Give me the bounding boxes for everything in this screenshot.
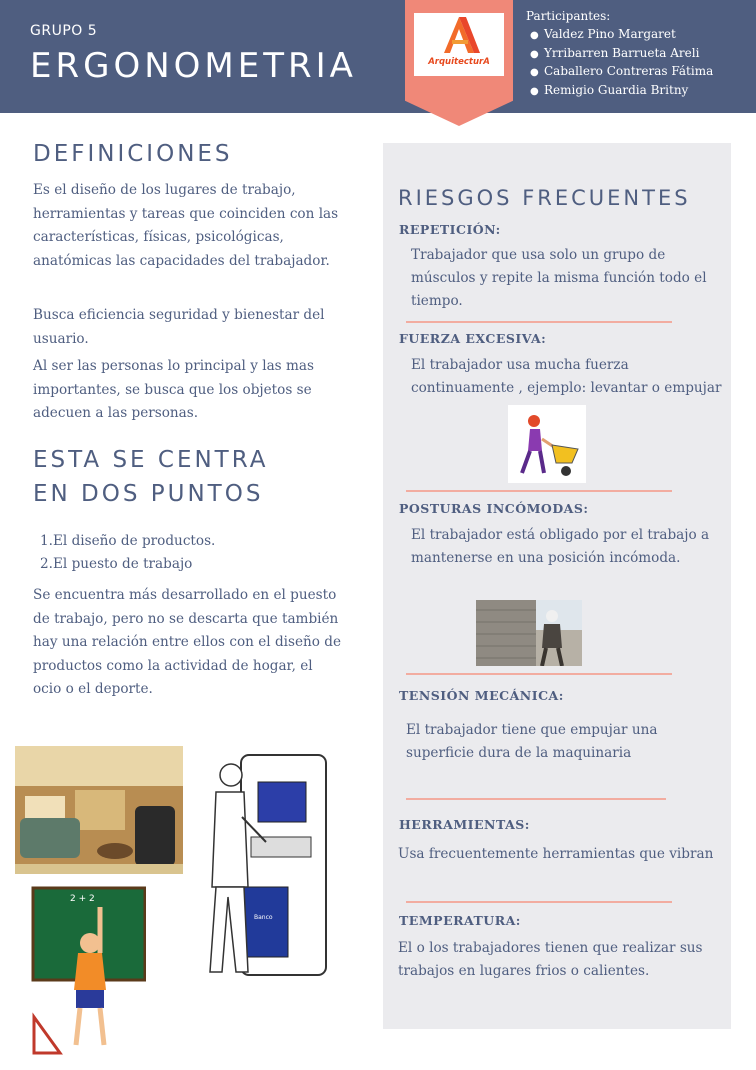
definitions-heading: DEFINICIONES — [33, 141, 233, 167]
divider — [406, 321, 672, 323]
atm-illustration — [196, 747, 346, 985]
risk-title-herramientas: HERRAMIENTAS: — [399, 817, 530, 832]
participant-item: ● Remigio Guardia Britny — [530, 82, 689, 97]
participant-item: ● Caballero Contreras Fátima — [530, 64, 714, 78]
risks-heading: RIESGOS FRECUENTES — [398, 186, 691, 210]
svg-text:Banco: Banco — [254, 914, 273, 921]
risk-text-temperatura: El o los trabajadores tienen que realizar sus trabajos en lugares frios o calientes. — [398, 940, 703, 979]
divider — [406, 490, 672, 492]
risk-title-temperatura: TEMPERATURA: — [399, 913, 521, 928]
risk-title-fuerza: FUERZA EXCESIVA: — [399, 331, 547, 346]
risk-text-repeticion: Trabajador que usa solo un grupo de músculos y repite la misma función todo el tiempo. — [411, 247, 707, 309]
participants-list — [530, 25, 713, 99]
participant-item: ● Yrribarren Barrueta Areli — [530, 45, 700, 60]
list-item: 1.El diseño de productos. — [40, 533, 216, 549]
divider — [406, 798, 666, 800]
focus-paragraph: Se encuentra más desarrollado en el puesto de trabajo, pero no se descarta que también hay una relación entre ellos con el diseño de productos como la actividad de hogar, el ocio o el deporte. — [33, 587, 342, 698]
group-label: GRUPO 5 — [30, 23, 98, 39]
risk-title-posturas: POSTURAS INCÓMODAS: — [399, 501, 589, 516]
definitions-paragraph-2: Busca eficiencia seguridad y bienestar del usuario. — [33, 307, 325, 347]
risk-text-herramientas: Usa frecuentemente herramientas que vibran — [398, 846, 714, 862]
risk-title-repeticion: REPETICIÓN: — [399, 222, 501, 237]
svg-text:2 + 2: 2 + 2 — [70, 894, 95, 904]
risk-text-tension: El trabajador tiene que empujar una superficie dura de la maquinaria — [406, 722, 658, 761]
divider — [406, 901, 672, 903]
risk-title-tension: TENSIÓN MECÁNICA: — [399, 688, 564, 703]
logo — [414, 13, 504, 76]
logo-a-icon — [414, 13, 504, 57]
list-item: 2.El puesto de trabajo — [40, 556, 193, 572]
interior-photo — [15, 746, 183, 874]
participants-title: Participantes: — [526, 9, 611, 23]
wall-worker-photo — [476, 600, 582, 666]
focus-list — [40, 530, 215, 576]
divider — [406, 673, 672, 675]
definitions-paragraph-1: Es el diseño de los lugares de trabajo, herramientas y tareas que coinciden con las características, físicas, psicológicas, anatómicas las capacidades del trabajador. — [33, 182, 339, 269]
page-title: ERGONOMETRIA — [30, 46, 357, 86]
focus-heading-line-2: EN DOS PUNTOS — [33, 481, 264, 507]
participant-item: ● Valdez Pino Margaret — [530, 27, 676, 41]
worker-wheelbarrow-illustration — [508, 405, 586, 483]
definitions-paragraph-3: Al ser las personas lo principal y las mas importantes, se busca que los objetos se adecuen a las personas. — [33, 358, 314, 422]
focus-heading-line-1: ESTA SE CENTRA — [33, 447, 269, 473]
risk-text-fuerza: El trabajador usa mucha fuerza continuamente , ejemplo: levantar o empujar — [411, 357, 722, 396]
risk-text-posturas: El trabajador está obligado por el trabajo a mantenerse en una posición incómoda. — [411, 527, 710, 566]
logo-text: ArquitecturA — [428, 57, 490, 67]
child-chalkboard-illustration — [30, 885, 146, 1057]
